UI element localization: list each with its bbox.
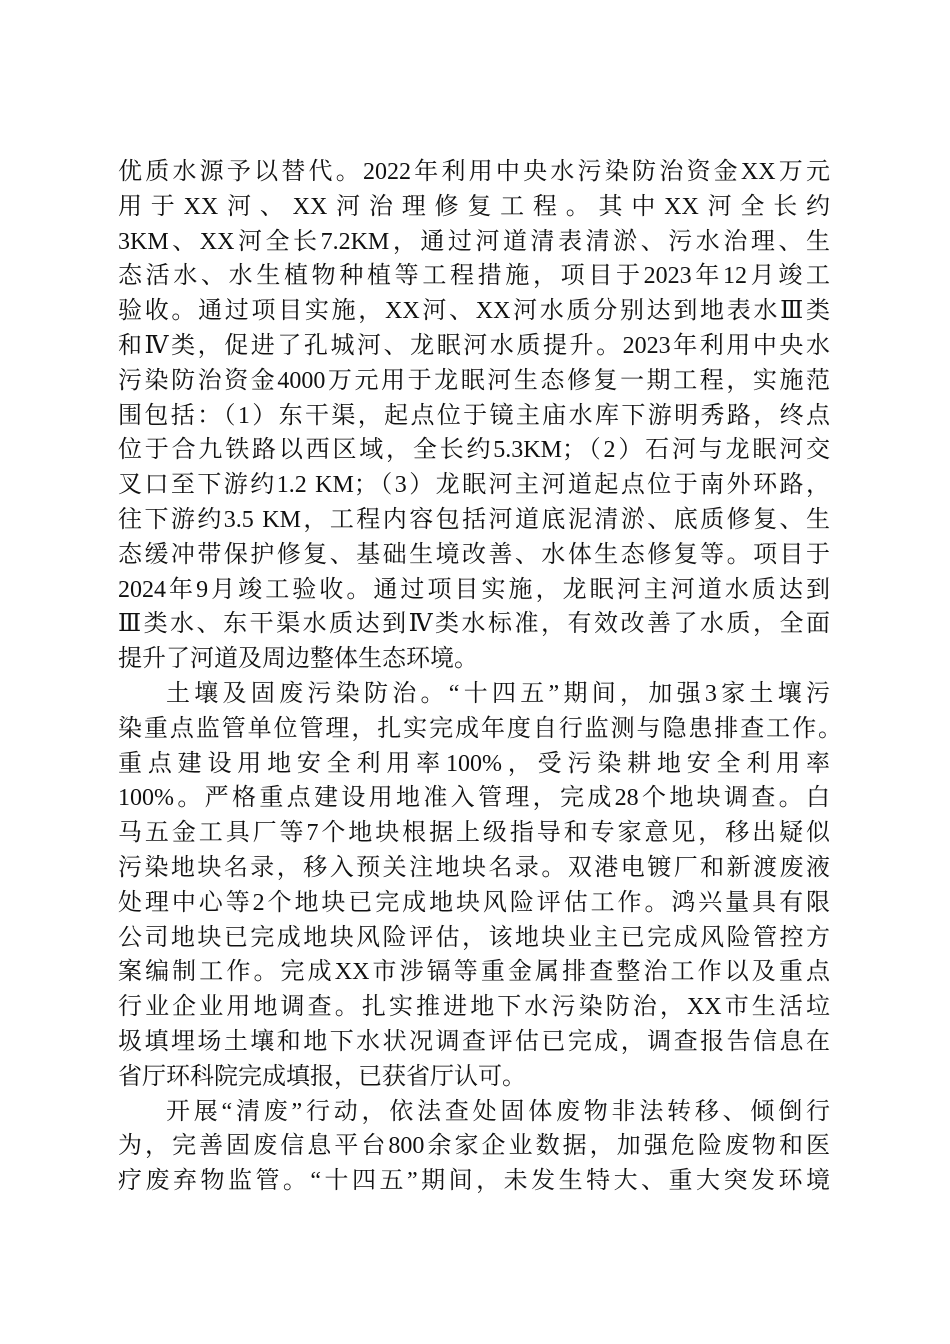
text-line: 行业企业用地调查。扎实推进地下水污染防治，XX市生活垃 — [118, 994, 830, 1021]
text-line: 案编制工作。完成XX市涉镉等重金属排查整治工作以及重点 — [118, 959, 830, 986]
paragraph — [118, 155, 830, 677]
text-line: 圾填埋场土壤和地下水状况调查评估已完成，调查报告信息在 — [118, 1028, 830, 1055]
text-line: Ⅲ类水、东干渠水质达到Ⅳ类水标准，有效改善了水质，全面 — [118, 611, 830, 638]
text-line: 用于XX河、XX河治理修复工程。其中XX河全长约 — [118, 193, 830, 220]
text-line: 处理中心等2个地块已完成地块风险评估工作。鸿兴量具有限 — [118, 889, 830, 916]
text-line: 污染防治资金4000万元用于龙眠河生态修复一期工程，实施范 — [118, 367, 830, 394]
text-line: 马五金工具厂等7个地块根据上级指导和专家意见，移出疑似 — [118, 820, 830, 847]
text-line: 态缓冲带保护修复、基础生境改善、水体生态修复等。项目于 — [118, 541, 830, 568]
paragraph — [118, 677, 842, 1095]
text-line: 2024年9月竣工验收。通过项目实施，龙眠河主河道水质达到 — [118, 576, 830, 603]
text-line: 染重点监管单位管理，扎实完成年度自行监测与隐患排查工作。 — [118, 715, 842, 742]
paragraph — [118, 1095, 830, 1199]
text-line: 叉口至下游约1.2 KM；（3）龙眠河主河道起点位于南外环路， — [118, 472, 830, 499]
text-line: 优质水源予以替代。2022年利用中央水污染防治资金XX万元 — [118, 159, 830, 185]
text-line: 为，完善固废信息平台800余家企业数据，加强危险废物和医 — [118, 1133, 830, 1160]
text-line: 省厅环科院完成填报，已获省厅认可。 — [118, 1063, 526, 1090]
text-line: 100%。严格重点建设用地准入管理，完成28个地块调查。白 — [118, 785, 830, 812]
text-line: 开展“清废”行动，依法查处固体废物非法转移、倾倒行 — [166, 1098, 830, 1125]
text-line: 公司地块已完成地块风险评估，该地块业主已完成风险管控方 — [118, 924, 830, 951]
text-line: 围包括：（1）东干渠，起点位于镜主庙水库下游明秀路，终点 — [118, 402, 830, 429]
text-line: 验收。通过项目实施，XX河、XX河水质分别达到地表水Ⅲ类 — [118, 298, 830, 325]
text-line: 3KM、XX河全长7.2KM，通过河道清表清淤、污水治理、生 — [118, 228, 830, 255]
document-page — [118, 155, 842, 1199]
text-line: 土壤及固废污染防治。“十四五”期间，加强3家土壤污 — [166, 680, 830, 707]
text-line: 提升了河道及周边整体生态环境。 — [118, 646, 478, 673]
text-line: 和Ⅳ类，促进了孔城河、龙眠河水质提升。2023年利用中央水 — [118, 332, 830, 359]
text-line: 重点建设用地安全利用率100%，受污染耕地安全利用率 — [118, 750, 830, 777]
text-line: 疗废弃物监管。“十四五”期间，未发生特大、重大突发环境 — [118, 1168, 830, 1195]
text-line: 污染地块名录，移入预关注地块名录。双港电镀厂和新渡废液 — [118, 854, 830, 881]
text-line: 位于合九铁路以西区域，全长约5.3KM；（2）石河与龙眠河交 — [118, 437, 830, 464]
text-line: 往下游约3.5 KM，工程内容包括河道底泥清淤、底质修复、生 — [118, 506, 830, 533]
text-line: 态活水、水生植物种植等工程措施，项目于2023年12月竣工 — [118, 263, 830, 290]
